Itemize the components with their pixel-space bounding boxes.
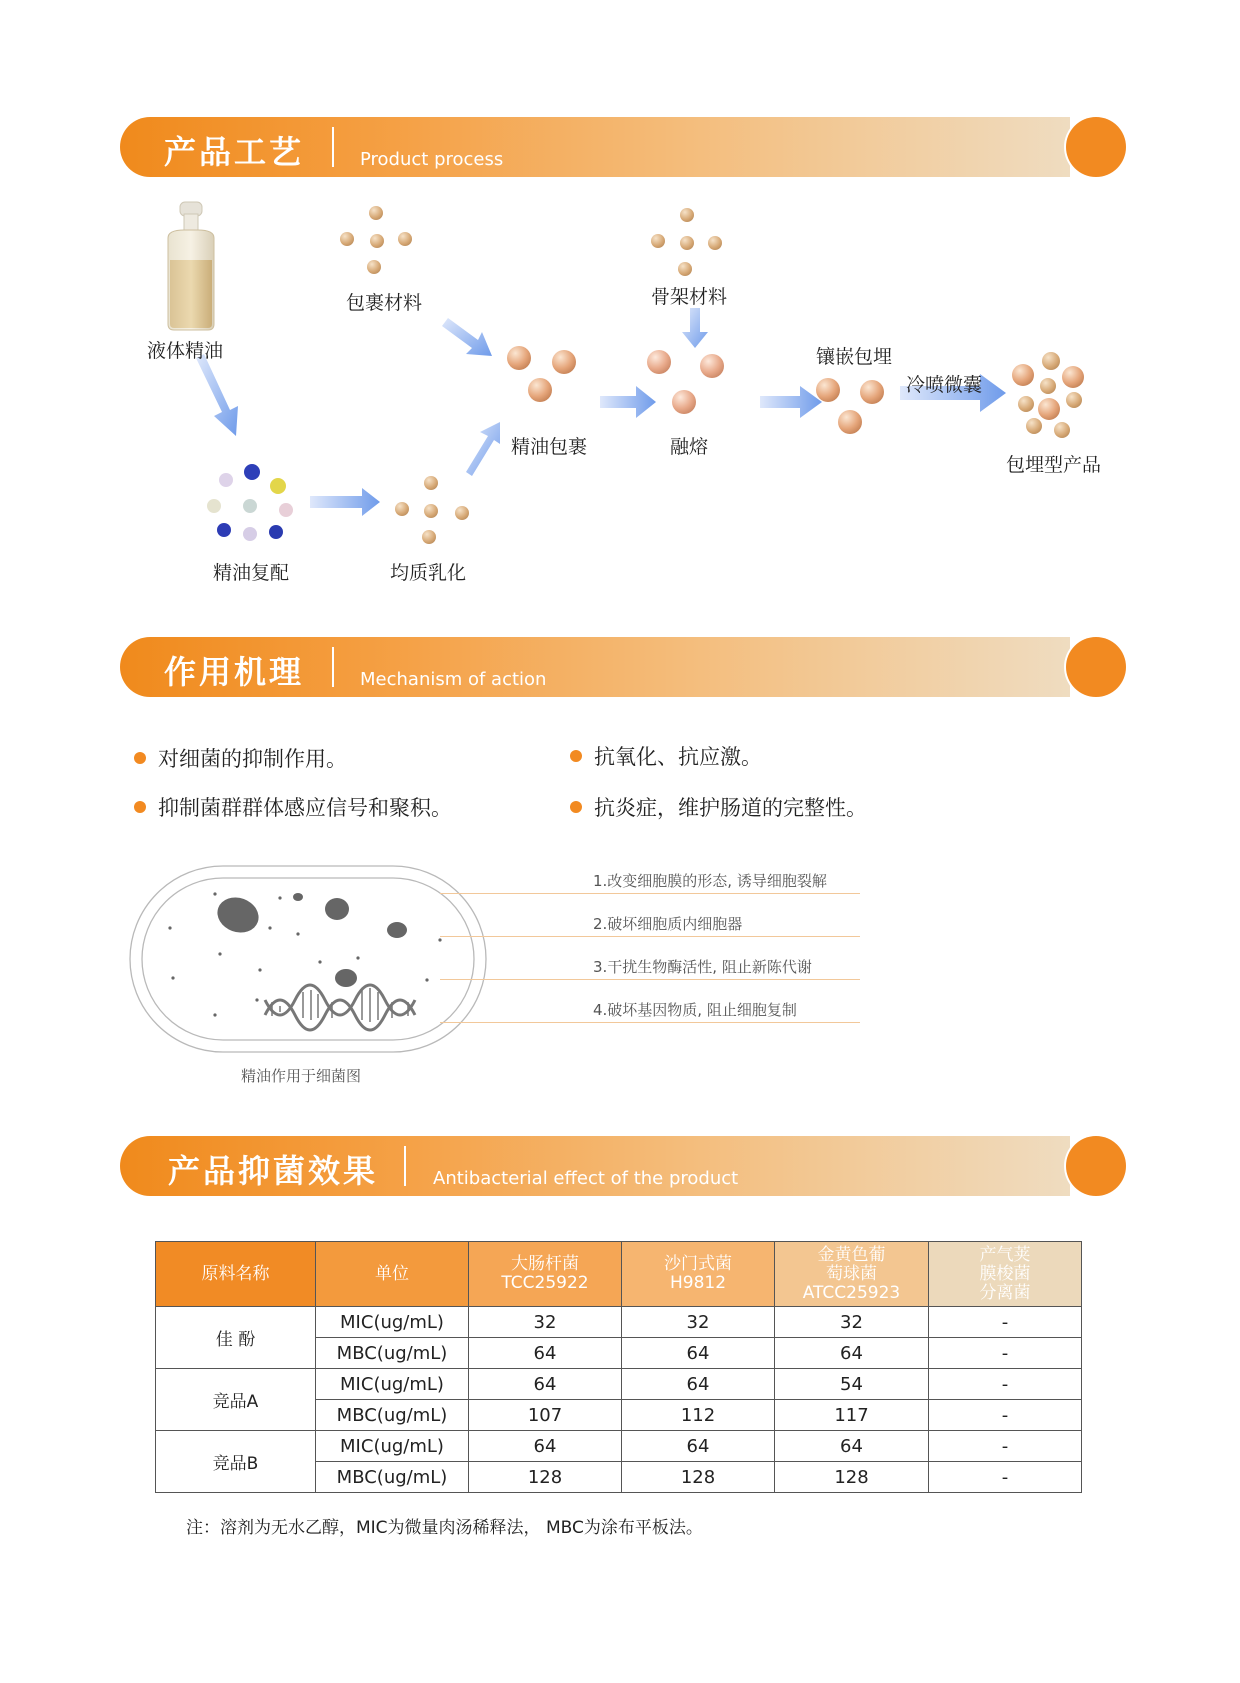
unit-cell: MIC(ug/mL) (316, 1431, 469, 1462)
bullet-icon (134, 801, 146, 813)
particle-icon (340, 232, 354, 246)
capsule-icon (672, 390, 696, 414)
particle-icon (1040, 378, 1056, 394)
mechanism-annotation: 4.破坏基因物质, 阻止细胞复制 (593, 1001, 797, 1019)
antibacterial-table (155, 1241, 1082, 1493)
material-name: 竞品B (156, 1431, 316, 1493)
value-cell: 117 (775, 1400, 929, 1431)
process-label-emulsify: 均质乳化 (390, 562, 467, 584)
oil-blend-dots (207, 464, 293, 541)
mechanism-annotation: 2.破坏细胞质内细胞器 (593, 915, 743, 933)
annotation-line (440, 936, 860, 937)
value-cell: - (929, 1431, 1082, 1462)
process-label-spray: 冷喷微囊 (906, 374, 983, 396)
value-cell: 128 (775, 1462, 929, 1493)
capsule-icon (1038, 398, 1060, 420)
particle-icon (680, 208, 694, 222)
capsule-icon (700, 354, 724, 378)
value-cell: 64 (469, 1338, 622, 1369)
capsule-icon (507, 346, 531, 370)
particle-icon (680, 236, 694, 250)
particle-icon (424, 476, 438, 490)
section-title: 产品抑菌效果 (168, 1152, 379, 1190)
capsule-icon (528, 378, 552, 402)
section-banner-process (120, 117, 1128, 177)
value-cell: 64 (622, 1369, 775, 1400)
unit-cell: MBC(ug/mL) (316, 1400, 469, 1431)
unit-cell: MBC(ug/mL) (316, 1462, 469, 1493)
value-cell: - (929, 1462, 1082, 1493)
bullet-icon (134, 752, 146, 764)
arrow-icon (682, 308, 708, 348)
particle-icon (395, 502, 409, 516)
particle-icon (370, 234, 384, 248)
material-name: 竞品A (156, 1369, 316, 1431)
value-cell: 107 (469, 1400, 622, 1431)
table-row (156, 1369, 1082, 1400)
orange-circle-icon (1066, 1136, 1126, 1196)
value-cell: 112 (622, 1400, 775, 1431)
particle-icon (369, 206, 383, 220)
particle-icon (1054, 422, 1070, 438)
section-subtitle: Product process (360, 149, 504, 170)
value-cell: 32 (469, 1307, 622, 1338)
particle-icon (424, 504, 438, 518)
bacteria-diagram (120, 860, 500, 1060)
arrow-icon (466, 422, 500, 476)
arrow-icon (310, 488, 380, 516)
value-cell: 54 (775, 1369, 929, 1400)
mechanism-annotation: 1.改变细胞膜的形态, 诱导细胞裂解 (593, 872, 827, 890)
bullet-icon (570, 801, 582, 813)
value-cell: 64 (775, 1338, 929, 1369)
value-cell: - (929, 1400, 1082, 1431)
section-subtitle: Antibacterial effect of the product (433, 1168, 739, 1189)
particle-icon (398, 232, 412, 246)
column-header: 沙门式菌 H9812 (622, 1242, 775, 1307)
column-header: 原料名称 (156, 1242, 316, 1307)
section-banner-mechanism (120, 637, 1128, 697)
value-cell: - (929, 1338, 1082, 1369)
diagram-caption: 精油作用于细菌图 (241, 1067, 362, 1085)
value-cell: - (929, 1369, 1082, 1400)
column-header: 单位 (316, 1242, 469, 1307)
value-cell: 128 (622, 1462, 775, 1493)
particle-icon (1042, 352, 1060, 370)
value-cell: 128 (469, 1462, 622, 1493)
particle-icon (455, 506, 469, 520)
annotation-line (440, 979, 860, 980)
capsule-icon (647, 350, 671, 374)
capsule-icon (860, 380, 884, 404)
orange-circle-icon (1066, 117, 1126, 177)
value-cell: 64 (469, 1431, 622, 1462)
value-cell: 64 (622, 1338, 775, 1369)
capsule-icon (1062, 366, 1084, 388)
mechanism-annotation: 3.干扰生物酶活性, 阻止新陈代谢 (593, 958, 812, 976)
orange-circle-icon (1066, 637, 1126, 697)
table-header-row (156, 1242, 1082, 1307)
annotation-line (440, 893, 860, 894)
value-cell: 64 (469, 1369, 622, 1400)
process-label-product: 包埋型产品 (1006, 454, 1102, 476)
column-header: 大肠杆菌 TCC25922 (469, 1242, 622, 1307)
particle-icon (708, 236, 722, 250)
process-label-liquid-oil: 液体精油 (147, 340, 224, 362)
particle-icon (1018, 396, 1034, 412)
section-title: 产品工艺 (164, 133, 305, 171)
value-cell: 64 (622, 1431, 775, 1462)
arrow-icon (600, 386, 656, 418)
arrow-icon (196, 354, 238, 436)
column-header: 产气荚 膜梭菌 分离菌 (929, 1242, 1082, 1307)
process-label-wrap-material: 包裹材料 (346, 292, 423, 314)
process-label-oil-wrap: 精油包裹 (511, 436, 588, 458)
particle-icon (651, 234, 665, 248)
column-header: 金黄色葡 萄球菌 ATCC25923 (775, 1242, 929, 1307)
capsule-icon (816, 378, 840, 402)
section-subtitle: Mechanism of action (360, 669, 547, 690)
table-row (156, 1307, 1082, 1338)
bullet-icon (570, 750, 582, 762)
arrow-icon (760, 386, 822, 418)
value-cell: - (929, 1307, 1082, 1338)
capsule-icon (838, 410, 862, 434)
process-label-embed: 镶嵌包埋 (816, 346, 893, 368)
process-label-skeleton-material: 骨架材料 (651, 286, 728, 308)
process-label-blend: 精油复配 (213, 562, 290, 584)
section-title: 作用机理 (164, 653, 305, 691)
capsule-icon (552, 350, 576, 374)
material-name: 佳 酚 (156, 1307, 316, 1369)
process-label-melt: 融熔 (670, 436, 709, 458)
capsule-icon (1012, 364, 1034, 386)
value-cell: 32 (775, 1307, 929, 1338)
section-banner-effect (120, 1136, 1128, 1196)
particle-icon (422, 530, 436, 544)
value-cell: 64 (775, 1431, 929, 1462)
bottle-icon (168, 202, 214, 330)
unit-cell: MBC(ug/mL) (316, 1338, 469, 1369)
table-note: 注：溶剂为无水乙醇，MIC为微量肉汤稀释法， MBC为涂布平板法。 (186, 1518, 703, 1538)
arrow-icon (442, 318, 492, 356)
unit-cell: MIC(ug/mL) (316, 1307, 469, 1338)
unit-cell: MIC(ug/mL) (316, 1369, 469, 1400)
mechanism-point: 抗炎症，维护肠道的完整性。 (570, 792, 867, 822)
particle-icon (678, 262, 692, 276)
table-row (156, 1431, 1082, 1462)
mechanism-point: 对细菌的抑制作用。 (134, 743, 347, 773)
particle-icon (367, 260, 381, 274)
annotation-line (440, 1022, 860, 1023)
particle-icon (1066, 392, 1082, 408)
value-cell: 32 (622, 1307, 775, 1338)
particle-icon (1026, 418, 1042, 434)
mechanism-point: 抗氧化、抗应激。 (570, 741, 762, 771)
mechanism-point: 抑制菌群群体感应信号和聚积。 (134, 792, 452, 822)
